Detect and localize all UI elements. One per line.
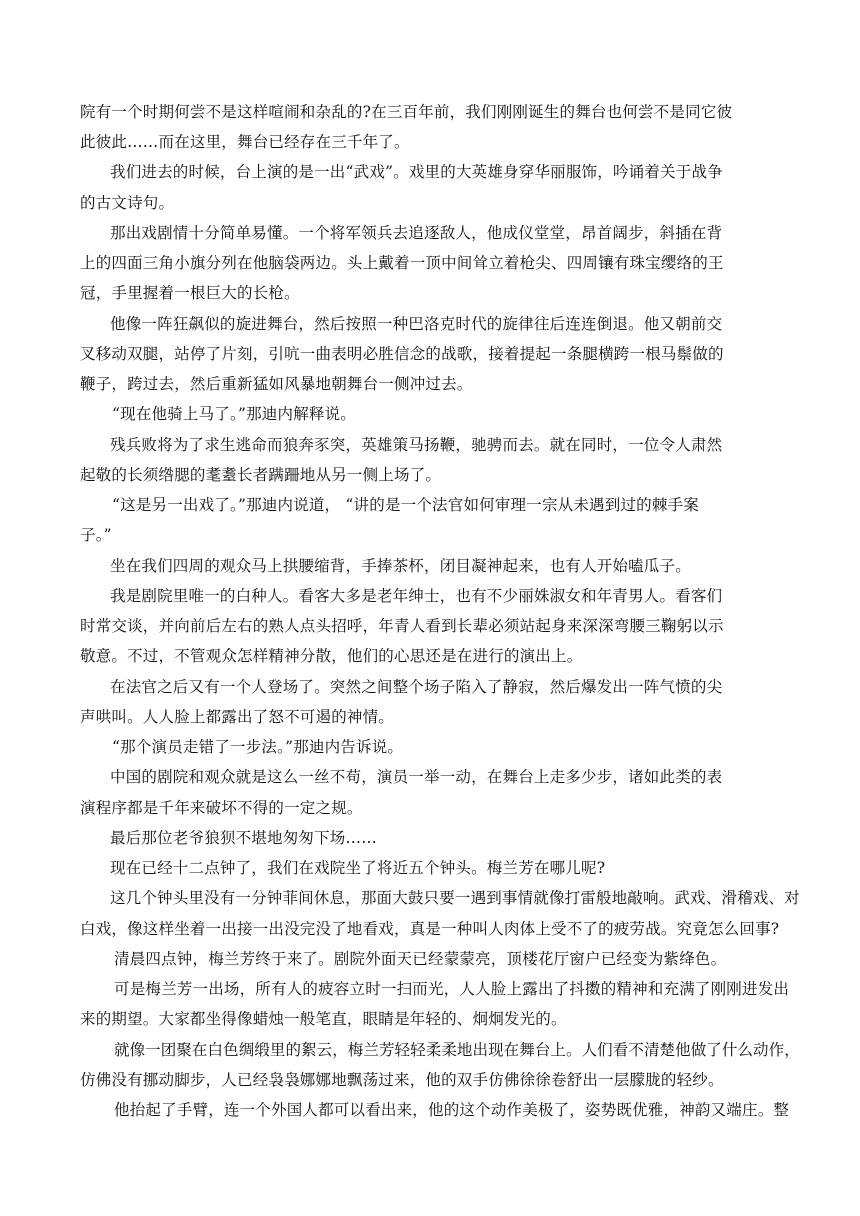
- text-line: 仿佛没有挪动脚步，人已经袅袅娜娜地飘荡过来，他的双手仿佛徐徐卷舒出一层朦胧的轻纱。: [80, 1071, 724, 1089]
- text-line: 就像一团聚在白色绸缎里的絮云，梅兰芳轻轻柔柔地出现在舞台上。人们看不清楚他做了什么动作，: [114, 1041, 800, 1059]
- text-line: 声哄叫。人人脸上都露出了怒不可遏的神情。: [80, 708, 395, 726]
- text-line: 敬意。不过，不管观众怎样精神分散，他们的心思还是在进行的演出上。: [80, 647, 583, 665]
- text-line: 来的期望。大家都坐得像蜡烛一般笔直，眼睛是年轻的、炯炯发光的。: [80, 1010, 567, 1028]
- text-line: 可是梅兰芳一出场，所有人的疲容立时一扫而光，人人脸上露出了抖擞的精神和充满了刚刚进发出: [114, 980, 790, 998]
- text-line: 残兵败将为了求生逃命而狼奔豕突，英雄策马扬鞭，驰骋而去。就在同时，一位令人肃然: [110, 436, 723, 454]
- text-line: 上的四面三角小旗分列在他脑袋两边。头上戴着一顶中间耸立着枪尖、四周镶有珠宝缨络的王: [80, 254, 724, 272]
- text-line: 子。”: [80, 526, 112, 544]
- text-line: 清晨四点钟，梅兰芳终于来了。剧院外面天已经蒙蒙亮，顶楼花厅窗户已经变为紫绛色。: [114, 950, 727, 968]
- text-line: “那个演员走错了一步法。”那迪内告诉说。: [112, 738, 404, 756]
- text-line: 院有一个时期何尝不是这样喧闹和杂乱的?在三百年前，我们刚刚诞生的舞台也何尝不是同它彼: [80, 103, 733, 121]
- text-line: 的古文诗句。: [80, 194, 175, 212]
- text-line: 他像一阵狂飙似的旋进舞台，然后按照一种巴洛克时代的旋律往后连连倒退。他又朝前交: [110, 315, 723, 333]
- text-line: 我们进去的时候，台上演的是一出“武戏”。戏里的大英雄身穿华丽服饰，吟诵着关于战争: [110, 163, 723, 181]
- text-line: 他抬起了手臂，连一个外国人都可以看出来，他的这个动作美极了，姿势既优雅，神韵又端庄。整: [114, 1101, 790, 1119]
- text-line: “这是另一出戏了。”那迪内说道， “讲的是一个法官如何审理一宗从未遇到过的棘手案: [112, 496, 699, 514]
- text-line: 起敬的长须绺腮的耄耋长者蹒跚地从另一侧上场了。: [80, 466, 442, 484]
- text-line: 中国的剧院和观众就是这么一丝不苟，演员一举一动，在舞台上走多少步，诸如此类的表: [110, 768, 723, 786]
- text-line: “现在他骑上马了。”那迪内解释说。: [112, 405, 356, 423]
- text-line: 这几个钟头里没有一分钟菲间休息，那面大鼓只要一遇到事情就像打雷般地敲响。武戏、滑稽戏、对: [110, 889, 800, 907]
- text-line: 演程序都是千年来破坏不得的一定之规。: [80, 799, 363, 817]
- text-line: 冠，手里握着一根巨大的长枪。: [80, 284, 300, 302]
- text-line: 最后那位老爷狼狈不堪地匆匆下场……: [110, 829, 377, 847]
- text-line: 坐在我们四周的观众马上拱腰缩背，手捧茶杯，闭目凝神起来，也有人开始嗑瓜子。: [110, 557, 691, 575]
- text-line: 此彼此……而在这里，舞台已经存在三千年了。: [80, 133, 410, 151]
- text-line: 我是剧院里唯一的白种人。看客大多是老年绅士，也有不少丽姝淑女和年青男人。看客们: [110, 587, 723, 605]
- text-line: 叉移动双腿，站停了片刻，引吭一曲表明必胜信念的战歌，接着提起一条腿横跨一根马鬃做的: [80, 345, 724, 363]
- text-line: 时常交谈，并向前后左右的熟人点头招呼，年青人看到长辈必须站起身来深深弯腰三鞠躬以示: [80, 617, 724, 635]
- text-line: 鞭子，跨过去，然后重新猛如风暴地朝舞台一侧冲过去。: [80, 375, 473, 393]
- text-line: 现在已经十二点钟了，我们在戏院坐了将近五个钟头。梅兰芳在哪儿呢?: [110, 859, 606, 877]
- text-line: 那出戏剧情十分简单易懂。一个将军领兵去追逐敌人，他成仪堂堂，昂首阔步，斜插在背: [110, 224, 723, 242]
- text-line: 在法官之后又有一个人登场了。突然之间整个场子陷入了静寂，然后爆发出一阵气愤的尖: [110, 678, 723, 696]
- text-line: 白戏，像这样坐着一出接一出没完没了地看戏，真是一种叫人肉体上受不了的疲劳战。究竟怎么回事?: [80, 920, 780, 938]
